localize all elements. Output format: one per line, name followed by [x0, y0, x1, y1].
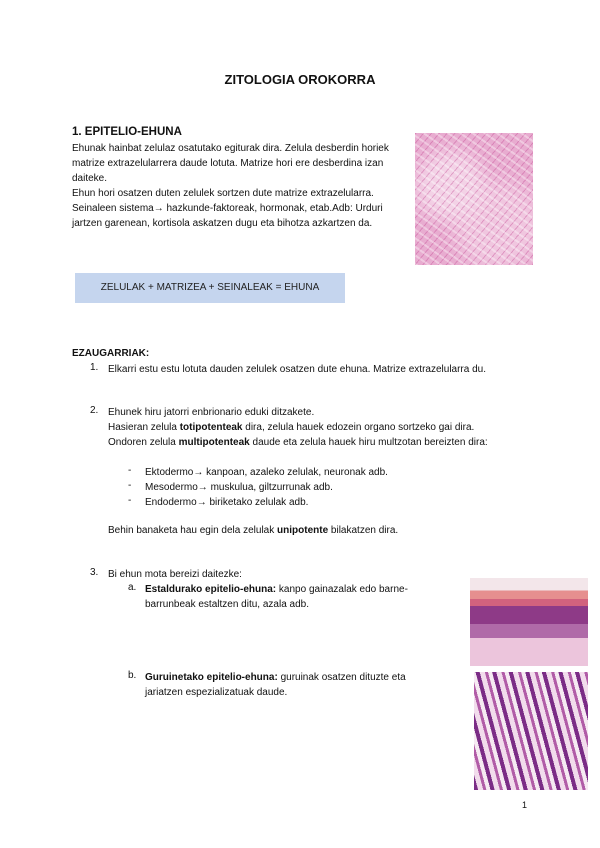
bullet-dash: -	[128, 495, 132, 506]
item-1-number: 1.	[90, 362, 99, 373]
glandular-epithelium-term: Guruinetako epitelio-ehuna:	[145, 672, 278, 683]
sub-item-a-text: Estaldurako epitelio-ehuna: kanpo gainazalak edo barne-barrunbeak estaltzen ditu, azala adb.	[145, 584, 408, 610]
covering-epithelium-term: Estaldurako epitelio-ehuna:	[145, 584, 277, 595]
sub-item-b-text: Guruinetako epitelio-ehuna: guruinak osatzen dituzte eta jariatzen espezializatuak daude.	[145, 672, 406, 698]
item-2-closing: Behin banaketa hau egin dela zelulak unipotente bilakatzen dira.	[108, 525, 399, 536]
item-2-line-3: Ondoren zelula multipotenteak daude eta zelula hauek hiru multzotan bereizten dira:	[108, 437, 488, 448]
formula-box: ZELULAK + MATRIZEA + SEINALEAK = EHUNA	[75, 273, 345, 303]
item-1-text: Elkarri estu estu lotuta dauden zelulek osatzen dute ehuna. Matrize extrazelularra du.	[108, 364, 486, 375]
unipotent-term: unipotente	[277, 525, 329, 536]
glandular-epithelium-image	[474, 672, 588, 790]
features-heading: EZAUGARRIAK:	[72, 348, 150, 359]
page-number: 1	[522, 800, 528, 810]
bullet-dash: -	[128, 480, 132, 491]
multipotent-term: multipotenteak	[178, 437, 250, 448]
item-2-number: 2.	[90, 405, 99, 416]
intro-line-2: Ehun hori osatzen duten zelulek sortzen dute matrize extrazelularra.	[72, 188, 374, 199]
item-2-line-1: Ehunek hiru jatorri enbrionario eduki ditzakete.	[108, 407, 315, 418]
intro-line-3: Seinaleen sistema→ hazkunde-faktoreak, hormonak, etab.Adb: Urduri jartzen garenean, kortisola askatzen dugu eta bihotza azkartzen da.	[72, 203, 383, 229]
intro-paragraph	[72, 141, 402, 231]
sub-item-b-letter: b.	[128, 670, 137, 681]
skin-epithelium-image	[470, 578, 588, 666]
item-3-number: 3.	[90, 567, 99, 578]
intro-line-1: Ehunak hainbat zelulaz osatutako egiturak dira. Zelula desberdin horiek matrize extrazelularrera daude lotuta. Matrize hori ere desberdina izan daiteke.	[72, 143, 389, 184]
item-2-line-2: Hasieran zelula totipotenteak dira, zelula hauek edozein organo sortzeko gai dira.	[108, 422, 475, 433]
bullet-dash: -	[128, 465, 132, 476]
section-heading: 1. EPITELIO-EHUNA	[72, 126, 182, 138]
item-2-text	[108, 405, 518, 450]
layer-endoderm: Endodermo→ biriketako zelulak adb.	[145, 497, 309, 508]
connective-tissue-image	[415, 133, 533, 265]
sub-item-a-letter: a.	[128, 582, 137, 593]
totipotent-term: totipotenteak	[179, 422, 243, 433]
page-title: ZITOLOGIA OROKORRA	[224, 72, 376, 87]
layer-mesoderm: Mesodermo→ muskulua, giltzurrunak adb.	[145, 482, 333, 493]
item-3-text: Bi ehun mota bereizi daitezke:	[108, 569, 242, 580]
layer-ectoderm: Ektodermo→ kanpoan, azaleko zelulak, neuronak adb.	[145, 467, 388, 478]
